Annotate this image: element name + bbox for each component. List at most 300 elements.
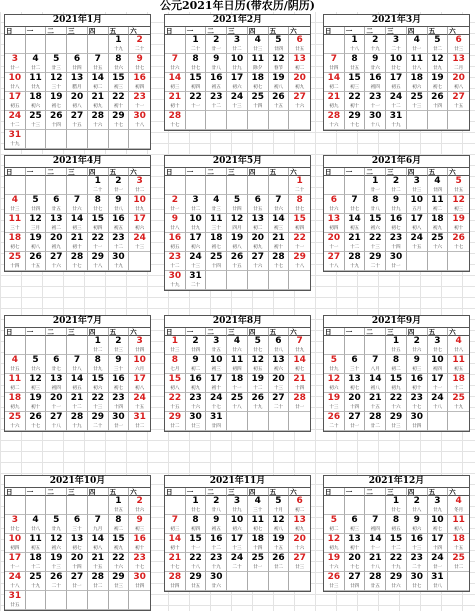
- lunar-date: 十六: [253, 264, 263, 269]
- day-number: 24: [431, 553, 444, 563]
- day-number: 30: [210, 572, 223, 582]
- day-number: 19: [251, 374, 264, 384]
- day-number: 18: [29, 92, 42, 102]
- day-cell: [109, 130, 130, 149]
- day-cell: [248, 355, 269, 374]
- weekday-header: 四: [88, 168, 109, 176]
- lunar-date: 廿二: [135, 188, 145, 193]
- day-cell: [269, 534, 290, 553]
- day-number: 6: [351, 355, 358, 365]
- month-block: [4, 14, 151, 150]
- day-number: 23: [112, 233, 125, 243]
- day-cell: [88, 572, 109, 591]
- lunar-date: 二十: [51, 584, 61, 589]
- lunar-date: 十五: [135, 405, 145, 410]
- lunar-date: 廿三: [113, 584, 124, 589]
- day-cell: [324, 412, 345, 431]
- lunar-date: 冬月: [454, 508, 464, 513]
- day-number: 8: [392, 355, 400, 365]
- lunar-date: 十七: [412, 405, 422, 410]
- day-cell: [227, 214, 248, 233]
- lunar-date: 十五: [30, 264, 41, 269]
- day-cell: [227, 54, 248, 73]
- day-cell: [324, 92, 345, 111]
- day-number: 17: [8, 92, 22, 102]
- day-number: 22: [293, 233, 306, 243]
- day-number: 10: [230, 54, 244, 64]
- weekday-header: 三: [227, 168, 248, 176]
- lunar-date: 廿三: [211, 207, 221, 212]
- day-cell: [129, 591, 150, 610]
- day-number: 23: [168, 252, 182, 262]
- lunar-date: 廿九: [391, 207, 401, 212]
- day-cell: [88, 35, 109, 54]
- day-number: 14: [91, 534, 104, 544]
- lunar-date: 十八: [190, 565, 201, 570]
- day-cell: [289, 73, 310, 92]
- day-number: 26: [50, 572, 63, 582]
- weekday-header: 日: [165, 488, 186, 496]
- day-number: 18: [251, 73, 264, 83]
- lunar-date: 十四: [253, 104, 263, 109]
- lunar-date: 廿三: [454, 47, 464, 52]
- lunar-date: 除夕: [253, 66, 263, 71]
- lunar-date: 初七: [349, 386, 360, 391]
- day-cell: [109, 393, 130, 412]
- day-number: 27: [70, 111, 84, 121]
- day-cell: [448, 496, 469, 515]
- month-block: [323, 315, 470, 432]
- lunar-date: 十八: [349, 47, 360, 52]
- day-cell: [206, 355, 227, 374]
- day-number: 28: [327, 111, 341, 121]
- day-cell: [67, 591, 88, 610]
- day-cell: [26, 393, 47, 412]
- lunar-date: 初三: [273, 226, 284, 231]
- lunar-date: 十七: [454, 245, 464, 250]
- lunar-date: 廿一: [370, 188, 380, 193]
- lunar-date: 十一: [10, 565, 20, 570]
- day-number: 11: [230, 355, 244, 365]
- day-cell: [248, 35, 269, 54]
- day-cell: [129, 195, 150, 214]
- day-cell: [448, 195, 469, 214]
- day-number: 28: [91, 111, 104, 121]
- lunar-date: 十五: [454, 104, 464, 109]
- day-cell: [206, 515, 227, 534]
- day-cell: [248, 553, 269, 572]
- day-cell: [46, 73, 67, 92]
- day-number: 26: [29, 252, 42, 262]
- day-cell: [269, 271, 290, 290]
- lunar-date: 初三: [211, 367, 221, 372]
- day-cell: [428, 252, 449, 271]
- lunar-date: 廿七: [190, 508, 201, 513]
- lunar-date: 廿七: [253, 348, 263, 353]
- day-number: 10: [189, 214, 202, 224]
- day-cell: [129, 214, 150, 233]
- day-cell: [407, 176, 428, 195]
- day-number: 18: [251, 534, 264, 544]
- day-cell: [269, 496, 290, 515]
- day-cell: [289, 572, 310, 591]
- weekday-header: 五: [109, 328, 130, 336]
- day-number: 12: [29, 374, 42, 384]
- day-cell: [129, 252, 150, 271]
- weekday-header: 三: [386, 488, 407, 496]
- lunar-date: 初六: [412, 85, 422, 90]
- lunar-date: 廿一: [349, 424, 360, 429]
- day-number: 9: [192, 355, 199, 365]
- day-cell: [186, 412, 207, 431]
- lunar-date: 十一: [190, 104, 201, 109]
- lunar-date: 初二: [329, 527, 339, 532]
- lunar-date: 廿八: [211, 508, 221, 513]
- lunar-date: 三十: [72, 527, 82, 532]
- lunar-date: 初十: [113, 104, 124, 109]
- day-cell: [67, 572, 88, 591]
- day-cell: [5, 572, 26, 591]
- lunar-date: 初八: [170, 386, 180, 391]
- day-cell: [407, 534, 428, 553]
- day-cell: [26, 336, 47, 355]
- weekday-header: 四: [248, 168, 269, 176]
- day-cell: [248, 336, 269, 355]
- day-number: 9: [392, 195, 400, 205]
- day-cell: [5, 355, 26, 374]
- lunar-date: 三十: [349, 367, 360, 372]
- day-number: 24: [230, 92, 244, 102]
- day-cell: [324, 374, 345, 393]
- day-cell: [345, 176, 366, 195]
- lunar-date: 十九: [370, 47, 380, 52]
- day-cell: [129, 233, 150, 252]
- lunar-date: 廿九: [232, 508, 242, 513]
- day-cell: [407, 54, 428, 73]
- lunar-date: 二月: [454, 66, 464, 71]
- day-number: 1: [392, 496, 400, 506]
- weekday-header: 三: [67, 328, 88, 336]
- day-cell: [109, 534, 130, 553]
- day-cell: [386, 355, 407, 374]
- weekday-header: 日: [324, 168, 345, 176]
- day-cell: [248, 54, 269, 73]
- day-cell: [67, 355, 88, 374]
- lunar-date: 初四: [93, 226, 103, 231]
- day-cell: [46, 252, 67, 271]
- lunar-date: 初三: [412, 367, 422, 372]
- day-number: 25: [251, 92, 264, 102]
- day-cell: [186, 553, 207, 572]
- weekday-header: 五: [269, 168, 290, 176]
- day-cell: [186, 54, 207, 73]
- lunar-date: 十七: [349, 565, 360, 570]
- day-number: 7: [94, 515, 101, 525]
- day-number: 21: [327, 92, 341, 102]
- day-number: 7: [275, 195, 282, 205]
- weekday-header: 六: [129, 168, 150, 176]
- lunar-date: 初二: [329, 85, 339, 90]
- day-cell: [324, 336, 345, 355]
- day-cell: [109, 496, 130, 515]
- day-number: 8: [372, 195, 379, 205]
- lunar-date: 十四: [72, 565, 82, 570]
- weekday-header: 一: [345, 27, 366, 35]
- day-number: 22: [389, 393, 403, 403]
- lunar-date: 初二: [391, 367, 401, 372]
- day-number: 24: [431, 393, 444, 403]
- day-number: 21: [348, 233, 361, 243]
- lunar-date: 十九: [10, 142, 20, 147]
- day-cell: [46, 393, 67, 412]
- day-number: 4: [254, 496, 261, 506]
- day-cell: [109, 195, 130, 214]
- day-cell: [67, 73, 88, 92]
- lunar-date: 十六: [93, 123, 103, 128]
- day-number: 31: [8, 130, 22, 140]
- day-cell: [26, 355, 47, 374]
- day-number: 22: [389, 553, 403, 563]
- lunar-date: 廿四: [211, 424, 221, 429]
- month-block: [164, 315, 311, 432]
- lunar-date: 廿六: [30, 367, 41, 372]
- lunar-date: 廿二: [93, 348, 103, 353]
- day-cell: [324, 496, 345, 515]
- day-cell: [67, 336, 88, 355]
- day-cell: [386, 336, 407, 355]
- weekday-header: 五: [428, 168, 449, 176]
- day-number: 9: [136, 515, 143, 525]
- day-cell: [386, 73, 407, 92]
- day-cell: [26, 553, 47, 572]
- lunar-date: 初五: [113, 226, 124, 231]
- day-cell: [88, 233, 109, 252]
- day-number: 27: [452, 92, 465, 102]
- day-cell: [88, 92, 109, 111]
- lunar-date: 廿二: [232, 47, 242, 52]
- lunar-date: 初八: [273, 85, 284, 90]
- lunar-date: 十九: [170, 283, 180, 288]
- lunar-date: 初五: [349, 226, 360, 231]
- day-number: 12: [327, 374, 341, 384]
- day-number: 23: [369, 92, 382, 102]
- day-cell: [248, 271, 269, 290]
- day-number: 16: [189, 374, 202, 384]
- day-number: 2: [171, 195, 178, 205]
- day-cell: [186, 271, 207, 290]
- day-cell: [5, 195, 26, 214]
- day-number: 2: [413, 336, 420, 346]
- weekday-header: 四: [88, 328, 109, 336]
- day-number: 31: [8, 591, 22, 601]
- day-cell: [165, 252, 186, 271]
- day-cell: [365, 515, 386, 534]
- lunar-date: 十九: [391, 565, 401, 570]
- weekday-header: 六: [448, 328, 469, 336]
- day-cell: [109, 355, 130, 374]
- day-cell: [67, 534, 88, 553]
- lunar-date: 初九: [329, 546, 339, 551]
- day-cell: [289, 336, 310, 355]
- lunar-date: 廿一: [10, 66, 20, 71]
- day-number: 14: [293, 355, 306, 365]
- day-number: 2: [136, 35, 143, 45]
- lunar-date: 初六: [232, 527, 242, 532]
- day-cell: [248, 195, 269, 214]
- weekday-header: 日: [5, 27, 26, 35]
- day-cell: [407, 35, 428, 54]
- day-number: 1: [94, 336, 101, 346]
- day-cell: [365, 176, 386, 195]
- lunar-date: 廿二: [454, 565, 464, 570]
- weekday-header: 五: [269, 488, 290, 496]
- lunar-date: 初二: [10, 386, 20, 391]
- day-number: 1: [192, 35, 199, 45]
- day-number: 17: [189, 233, 202, 243]
- day-cell: [186, 195, 207, 214]
- day-number: 28: [168, 111, 182, 121]
- day-cell: [428, 412, 449, 431]
- day-cell: [26, 214, 47, 233]
- lunar-date: 初十: [135, 546, 145, 551]
- day-cell: [67, 393, 88, 412]
- lunar-date: 初四: [370, 527, 380, 532]
- day-number: 8: [94, 195, 101, 205]
- weekday-header: 三: [227, 27, 248, 35]
- lunar-date: 初六: [370, 226, 380, 231]
- day-cell: [206, 92, 227, 111]
- lunar-date: 廿六: [170, 66, 180, 71]
- day-number: 22: [189, 92, 202, 102]
- day-number: 20: [70, 92, 84, 102]
- day-cell: [227, 73, 248, 92]
- day-number: 14: [70, 374, 84, 384]
- lunar-date: 廿二: [30, 66, 41, 71]
- lunar-date: 初四: [295, 226, 305, 231]
- day-cell: [269, 35, 290, 54]
- lunar-date: 初十: [412, 386, 422, 391]
- lunar-date: 廿八: [113, 207, 124, 212]
- day-number: 19: [29, 393, 42, 403]
- day-number: 29: [168, 412, 182, 422]
- lunar-date: 初八: [72, 104, 82, 109]
- day-number: 28: [293, 393, 306, 403]
- day-cell: [109, 35, 130, 54]
- day-number: 26: [251, 393, 264, 403]
- day-number: 13: [293, 54, 306, 64]
- lunar-date: 廿二: [190, 207, 201, 212]
- day-cell: [407, 73, 428, 92]
- day-cell: [129, 393, 150, 412]
- day-number: 23: [189, 393, 202, 403]
- day-cell: [269, 252, 290, 271]
- day-cell: [88, 195, 109, 214]
- weekday-header: 二: [206, 488, 227, 496]
- day-number: 3: [136, 336, 143, 346]
- weekday-header: 四: [248, 27, 269, 35]
- month-title: 2021年9月: [324, 316, 469, 328]
- day-cell: [165, 271, 186, 290]
- lunar-date: 初十: [30, 405, 41, 410]
- day-number: 25: [410, 92, 423, 102]
- lunar-date: 廿四: [412, 424, 422, 429]
- lunar-date: 十四: [211, 264, 221, 269]
- day-number: 11: [431, 195, 444, 205]
- lunar-date: 十九: [454, 405, 464, 410]
- day-number: 14: [91, 73, 104, 83]
- day-number: 22: [112, 553, 125, 563]
- day-cell: [129, 572, 150, 591]
- weekday-header: 六: [129, 488, 150, 496]
- day-number: 5: [275, 496, 282, 506]
- day-number: 18: [210, 233, 223, 243]
- day-number: 29: [293, 252, 306, 262]
- day-cell: [269, 111, 290, 130]
- day-number: 4: [455, 336, 462, 346]
- day-number: 20: [70, 553, 84, 563]
- day-cell: [365, 252, 386, 271]
- day-number: 3: [434, 336, 441, 346]
- day-cell: [269, 412, 290, 431]
- day-number: 23: [410, 553, 423, 563]
- day-number: 24: [8, 572, 22, 582]
- day-cell: [448, 214, 469, 233]
- day-cell: [67, 214, 88, 233]
- day-number: 6: [455, 35, 462, 45]
- day-number: 10: [8, 534, 22, 544]
- day-number: 25: [210, 252, 223, 262]
- day-cell: [109, 73, 130, 92]
- day-number: 15: [389, 374, 403, 384]
- day-number: 12: [251, 355, 264, 365]
- day-cell: [448, 534, 469, 553]
- lunar-date: 初二: [113, 527, 124, 532]
- lunar-date: 十二: [454, 386, 464, 391]
- day-number: 20: [348, 553, 361, 563]
- day-number: 18: [230, 374, 244, 384]
- lunar-date: 十四: [113, 405, 124, 410]
- lunar-date: 腊月: [72, 85, 82, 90]
- day-cell: [324, 73, 345, 92]
- day-number: 16: [168, 233, 182, 243]
- day-cell: [428, 393, 449, 412]
- day-cell: [206, 553, 227, 572]
- day-number: 3: [11, 515, 18, 525]
- month-title: 2021年7月: [5, 316, 150, 328]
- lunar-date: 二十: [412, 565, 422, 570]
- day-cell: [345, 35, 366, 54]
- day-number: 28: [70, 412, 84, 422]
- weekday-header: 六: [448, 27, 469, 35]
- day-cell: [109, 591, 130, 610]
- day-cell: [67, 176, 88, 195]
- day-cell: [46, 534, 67, 553]
- lunar-date: 十五: [412, 245, 422, 250]
- weekday-header: 一: [26, 488, 47, 496]
- day-number: 27: [251, 252, 264, 262]
- day-number: 3: [413, 176, 420, 186]
- day-cell: [269, 336, 290, 355]
- lunar-date: 十八: [232, 405, 242, 410]
- day-cell: [289, 54, 310, 73]
- day-cell: [248, 92, 269, 111]
- day-number: 7: [372, 515, 379, 525]
- weekday-header: 二: [206, 168, 227, 176]
- day-number: 5: [233, 195, 241, 205]
- day-cell: [407, 374, 428, 393]
- lunar-date: 初三: [113, 85, 124, 90]
- lunar-date: 廿二: [273, 565, 284, 570]
